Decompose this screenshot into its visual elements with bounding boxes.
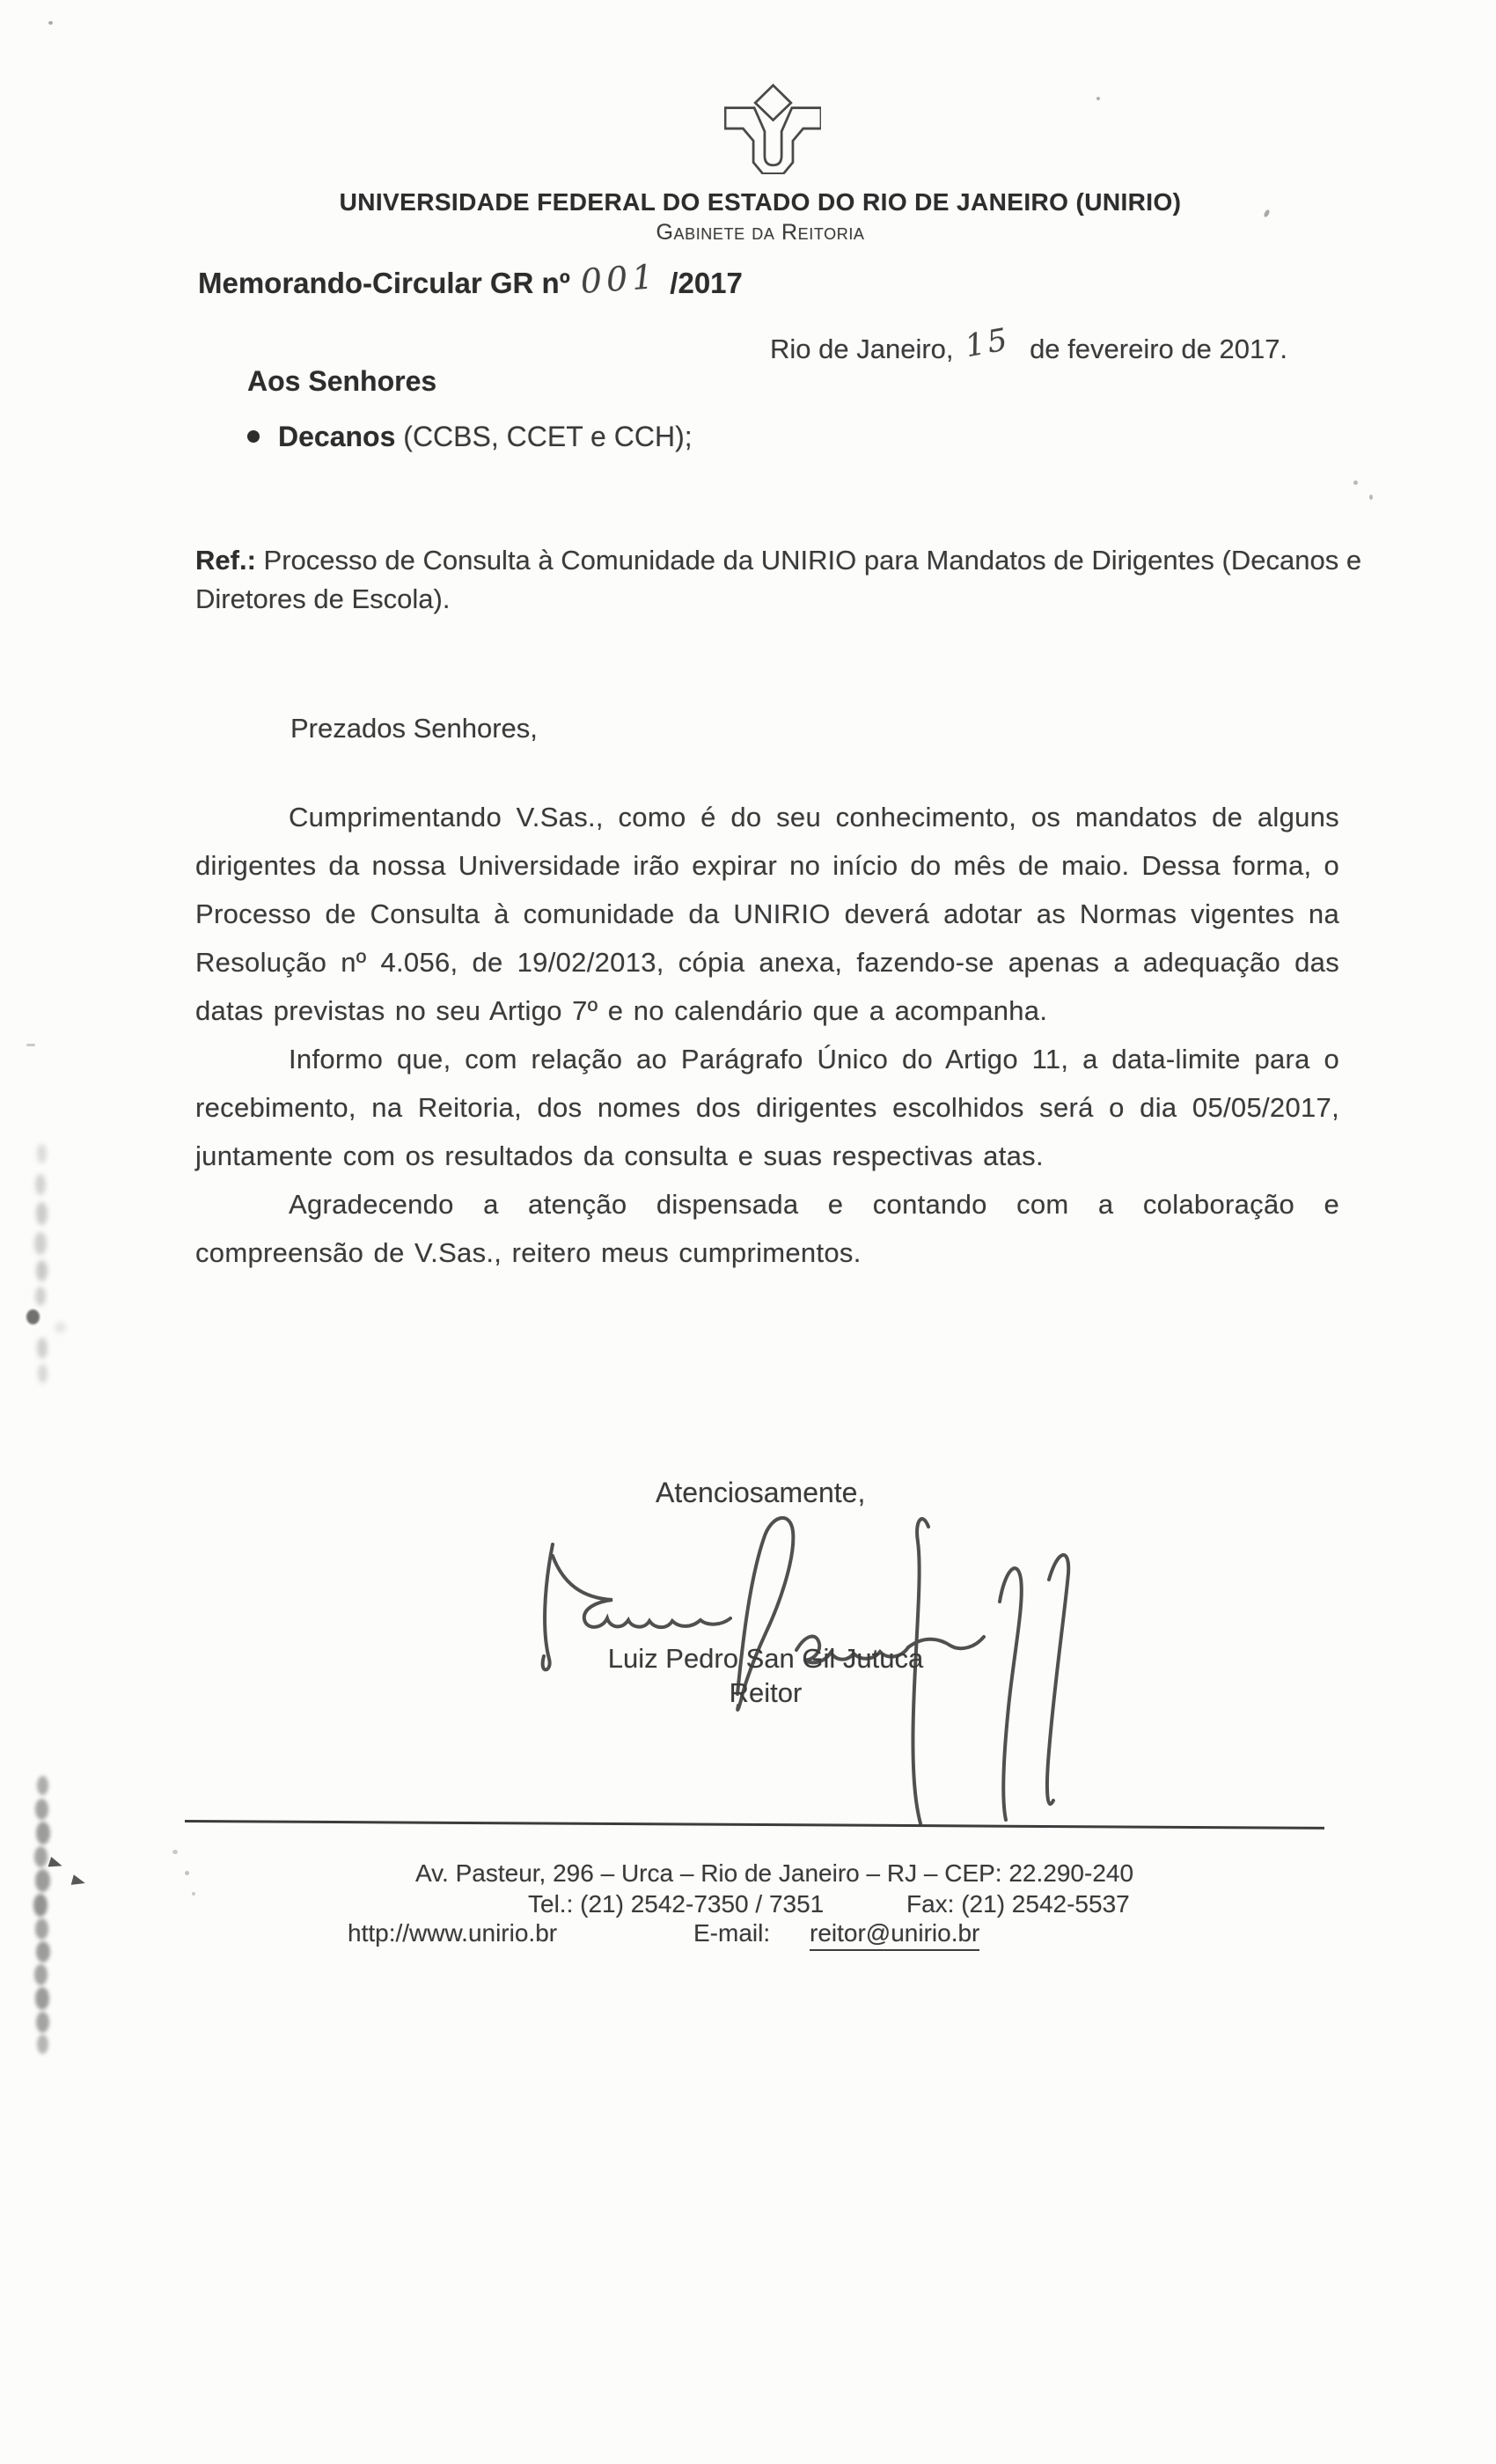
scan-artifact — [36, 1260, 48, 1281]
scan-artifact — [34, 1964, 48, 1985]
scan-artifact — [71, 1874, 87, 1888]
scan-artifact — [48, 21, 53, 25]
scan-artifact — [37, 1776, 48, 1795]
scan-artifact — [37, 1144, 47, 1163]
footer-email: reitor@unirio.br — [810, 1919, 979, 1951]
signature-stroke — [553, 1556, 730, 1627]
reference-text: Processo de Consulta à Comunidade da UNIRIO para Mandatos de Dirigentes (Decanos e Diretores de Escola). — [195, 545, 1362, 614]
logo-body-outline — [725, 108, 821, 174]
scan-artifact — [55, 1322, 66, 1333]
recipient-item — [247, 421, 693, 453]
closing: Atenciosamente, — [656, 1477, 866, 1508]
scan-artifact — [26, 1309, 40, 1324]
scan-artifact — [26, 1044, 35, 1046]
scan-artifact — [34, 1846, 48, 1867]
unirio-logo-icon — [724, 81, 821, 174]
addressee-heading: Aos Senhores — [247, 365, 437, 397]
footer-email-label: E-mail: — [693, 1919, 771, 1947]
scan-artifact — [36, 2012, 49, 2033]
paragraph-1: Cumprimentando V.Sas., como é do seu conhecimento, os mandatos de alguns dirigentes da nossa Universidade irão expirar no início do mês de maio. Dessa forma, o Processo de Consulta à comunidade da UNIRIO deverá adotar as Normas vigentes na Resolução nº 4.056, de 19/02/2013, cópia anexa, fazendo-se apenas a adequação das datas previstas no seu Artigo 7º e no calendário que a acompanha. — [195, 802, 1339, 1026]
footer-phone: Tel.: (21) 2542-7350 / 7351 — [528, 1890, 825, 1918]
university-name: UNIVERSIDADE FEDERAL DO ESTADO DO RIO DE JANEIRO (UNIRIO) — [339, 188, 1182, 216]
scan-artifact — [35, 1287, 46, 1306]
scan-artifact — [1369, 495, 1373, 500]
footer-fax: Fax: (21) 2542-5537 — [906, 1890, 1130, 1918]
scan-artifact — [37, 1338, 48, 1359]
scan-artifact — [1096, 97, 1100, 100]
dateline-suffix: de fevereiro de 2017. — [1030, 334, 1288, 364]
footer-address: Av. Pasteur, 296 – Urca – Rio de Janeiro – RJ – CEP: 22.290-240 — [414, 1859, 1134, 1887]
footer-website: http://www.unirio.br — [348, 1919, 558, 1947]
scan-artifact — [35, 1174, 46, 1195]
signature-stroke — [737, 1518, 793, 1710]
signature-stroke — [908, 1637, 984, 1648]
scan-artifact — [38, 1364, 48, 1383]
recipient-bold: Decanos — [278, 421, 396, 452]
scan-artifact — [36, 1822, 50, 1844]
handwritten-day: 15 — [962, 322, 1013, 365]
paragraph-2: Informo que, com relação ao Parágrafo Único do Artigo 11, a data-limite para o recebimento, na Reitoria, dos nomes dos dirigentes escolhidos será o dia 05/05/2017, juntamente com os resultados da consulta e suas respectivas atas. — [195, 1044, 1339, 1171]
signatory-name: Luiz Pedro San Gil Jutuca — [607, 1643, 924, 1674]
recipient-rest: (CCBS, CCET e CCH); — [395, 421, 693, 452]
dateline — [770, 322, 1288, 366]
salutation: Prezados Senhores, — [290, 713, 538, 744]
scan-artifact — [48, 1857, 64, 1871]
scan-artifact — [34, 1232, 47, 1255]
memo-year: /2017 — [670, 267, 743, 299]
scan-artifact — [185, 1871, 189, 1875]
reference-label: Ref.: — [195, 545, 256, 576]
paragraph-3: Agradecendo a atenção dispensada e contando com a colaboração e compreensão de V.Sas., reitero meus cumprimentos. — [195, 1189, 1339, 1268]
memo-number-line — [198, 257, 743, 302]
scan-artifact — [35, 1918, 48, 1940]
signature-stroke — [913, 1519, 928, 1823]
logo-diamond — [755, 85, 791, 121]
office-name: Gabinete da Reitoria — [656, 220, 865, 245]
signature-stroke — [796, 1637, 908, 1663]
scan-artifact — [35, 1799, 48, 1820]
scan-artifact — [172, 1850, 178, 1854]
scan-artifact — [35, 1987, 49, 2010]
handwritten-memo-number: 001 — [579, 257, 659, 302]
bullet-icon — [247, 430, 260, 443]
signature-stroke — [1000, 1568, 1022, 1820]
scan-artifact — [1353, 480, 1358, 485]
body-paragraphs — [195, 793, 1339, 1277]
scan-artifact — [33, 1894, 48, 1917]
memo-label: Memorando-Circular GR nº — [198, 267, 570, 299]
signature-stroke — [543, 1544, 553, 1669]
scan-artifact — [36, 1941, 50, 1962]
scan-artifact — [192, 1892, 195, 1896]
reference-line — [195, 541, 1366, 619]
scan-artifact — [37, 2035, 48, 2054]
signature-stroke — [1047, 1555, 1068, 1804]
signature-handwriting — [528, 1496, 1109, 1830]
scan-artifact — [36, 1202, 48, 1225]
signatory-title: Reitor — [729, 1677, 803, 1708]
scan-artifact — [35, 1869, 50, 1892]
dateline-prefix: Rio de Janeiro, — [770, 334, 954, 364]
